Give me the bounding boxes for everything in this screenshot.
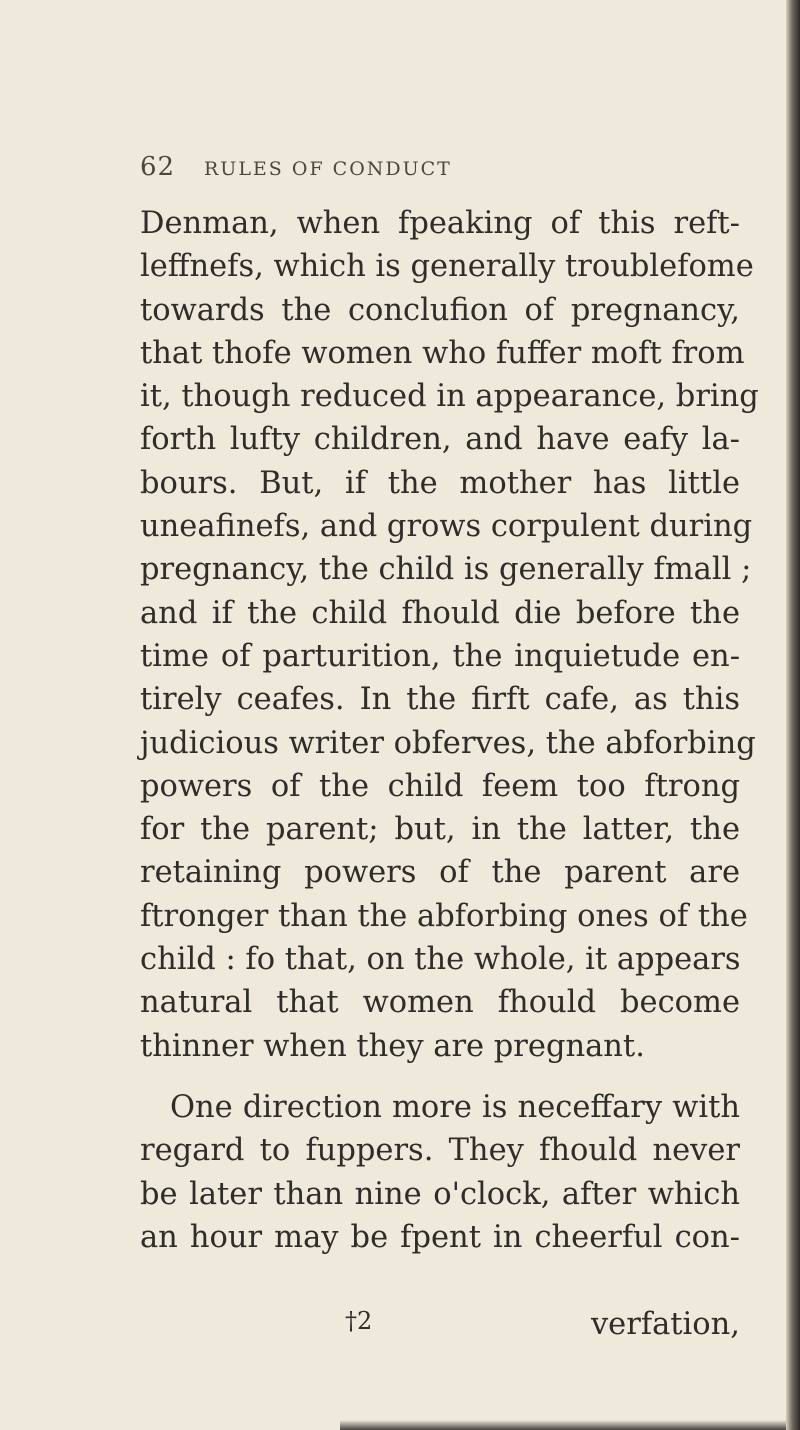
text-line: powers of the child feem too ftrong <box>140 768 740 804</box>
text-line: uneafinefs, and grows corpulent during <box>140 509 753 545</box>
text-line: tirely ceafes. In the firft cafe, as this <box>140 682 740 718</box>
text-line: an hour may be fpent in cheerful con- <box>140 1219 740 1255</box>
body-text <box>140 202 759 1259</box>
paragraph-1 <box>140 202 759 1068</box>
running-head: RULES OF CONDUCT <box>204 158 452 180</box>
text-line: judicious writer obferves, the abforbing <box>140 725 756 761</box>
text-line: towards the conclufion of pregnancy, <box>140 292 740 328</box>
bottom-edge-shadow <box>340 1420 786 1430</box>
text-line: Denman, when fpeaking of this reft- <box>140 206 740 241</box>
page-footer <box>140 1307 740 1351</box>
text-line: time of parturition, the inquietude en- <box>140 638 740 674</box>
text-line: regard to fuppers. They fhould never <box>140 1133 740 1169</box>
signature-mark: †2 <box>345 1307 373 1335</box>
catchword: verfation, <box>590 1307 740 1342</box>
text-line: leffnefs, which is generally troublefome <box>140 249 754 285</box>
text-line: for the parent; but, in the latter, the <box>140 812 740 848</box>
text-line: it, though reduced in appearance, bring <box>140 379 759 415</box>
text-line: One direction more is neceffary with <box>170 1089 740 1125</box>
text-line: pregnancy, the child is generally fmall ; <box>140 552 752 588</box>
text-line: natural that women fhould become <box>140 985 740 1021</box>
text-line: that thofe women who fuffer moft from <box>140 335 745 371</box>
paragraph-2 <box>140 1086 740 1259</box>
text-line: thinner when they are pregnant. <box>140 1028 645 1064</box>
text-line: bours. But, if the mother has little <box>140 465 740 501</box>
text-line: be later than nine o'clock, after which <box>140 1176 740 1212</box>
page-header <box>140 152 740 192</box>
paragraph-gap <box>140 1068 740 1086</box>
text-line: child : fo that, on the whole, it appears <box>140 942 741 978</box>
page-number: 62 <box>140 152 176 182</box>
text-line: forth lufty children, and have eafy la- <box>140 422 740 458</box>
text-line: ftronger than the abforbing ones of the <box>140 898 748 934</box>
text-line: and if the child fhould die before the <box>140 595 740 631</box>
book-edge <box>786 0 800 1430</box>
text-line: retaining powers of the parent are <box>140 855 740 891</box>
